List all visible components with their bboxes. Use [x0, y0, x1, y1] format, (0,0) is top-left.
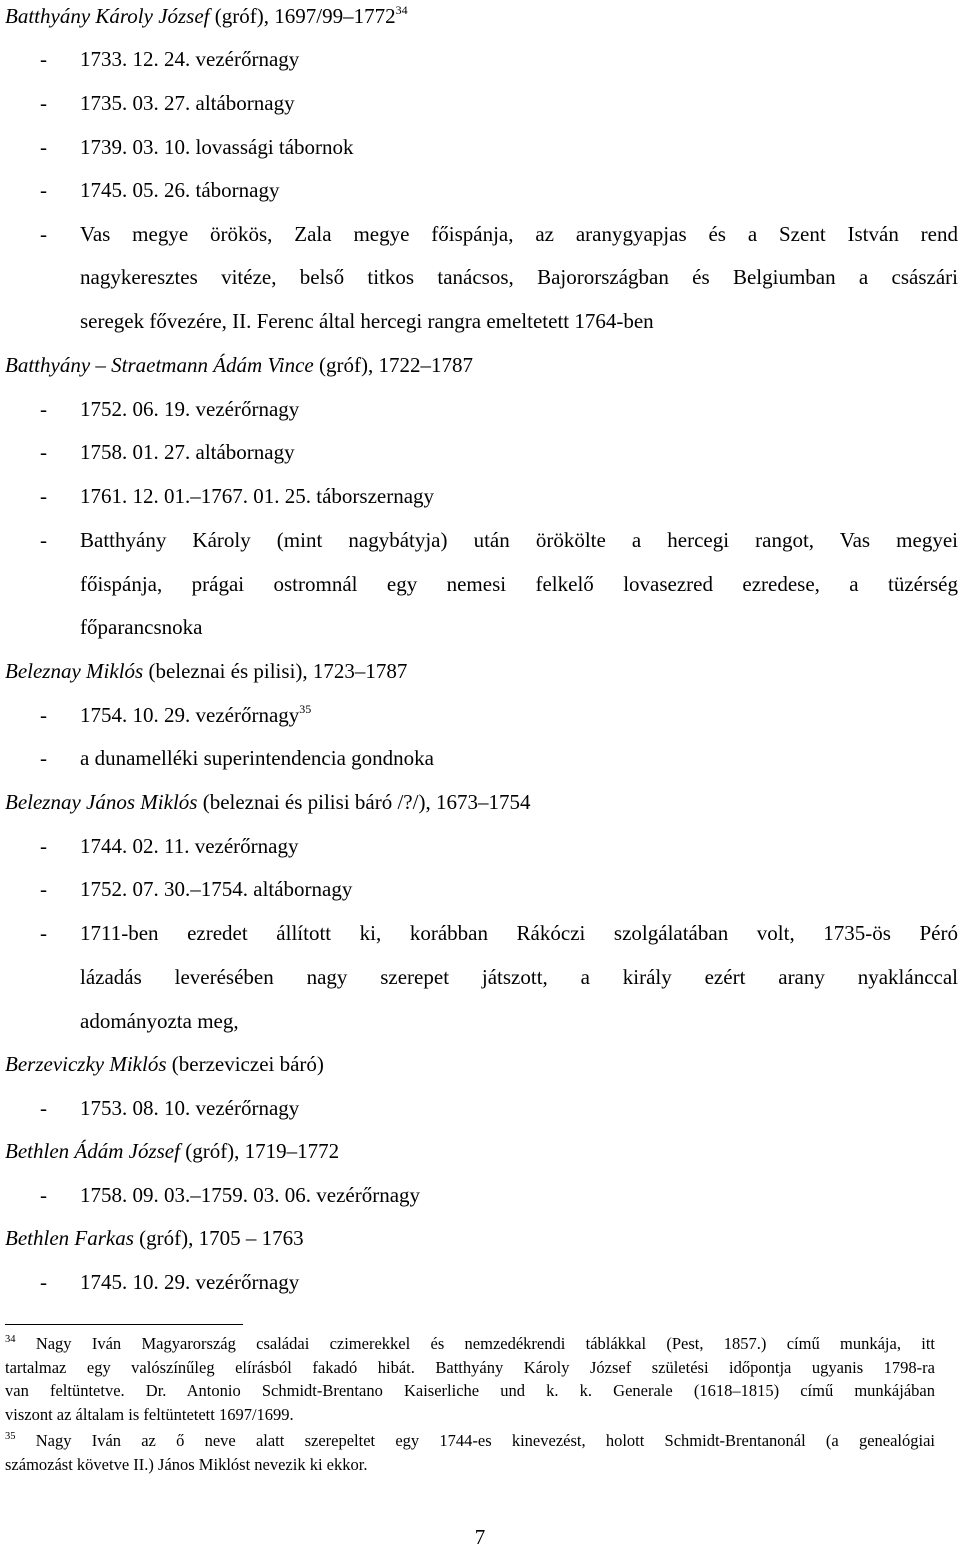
dash-bullet: -	[40, 397, 47, 421]
footnote-text: Nagy Iván az ő neve alatt szerepeltet egy 1744-es kinevezést, holott Schmidt-Brentanonál (a genealógiai	[35, 1431, 935, 1450]
biography-line: Vas megye örökös, Zala megye főispánja, az aranygyapjas és a Szent István rend	[80, 222, 958, 246]
dash-bullet: -	[40, 440, 47, 464]
rank-item: 1739. 03. 10. lovassági tábornok	[80, 135, 354, 159]
dash-bullet: -	[40, 921, 47, 945]
footnote-line: számozást követve II.) János Miklóst nevezik ki ekkor.	[5, 1455, 368, 1474]
rank-item	[80, 702, 311, 728]
person-details: (gróf), 1697/99–1772	[209, 4, 396, 28]
rank-item: 1758. 09. 03.–1759. 03. 06. vezérőrnagy	[80, 1183, 421, 1207]
entry-heading	[5, 3, 408, 29]
dash-bullet: -	[40, 91, 47, 115]
footnote-text: Nagy Iván Magyarország családai czimerekkel és nemzedékrendi táblákkal (Pest, 1857.) című munkája, itt	[35, 1334, 936, 1353]
entry-heading	[5, 789, 530, 815]
person-name: Batthyány Károly József	[5, 4, 210, 28]
footnote-line	[5, 1430, 935, 1452]
person-name: Beleznay János Miklós	[5, 790, 198, 814]
rank-item: 1735. 03. 27. altábornagy	[80, 91, 295, 115]
person-details: (gróf), 1719–1772	[179, 1139, 340, 1163]
rank-item: 1758. 01. 27. altábornagy	[80, 440, 295, 464]
person-name: Bethlen Farkas	[5, 1226, 134, 1250]
biography-line: főispánja, prágai ostromnál egy nemesi felkelő lovasezred ezredese, a tüzérség	[80, 572, 958, 596]
footnote-ref: 35	[299, 702, 312, 716]
rank-item: 1745. 05. 26. tábornagy	[80, 178, 280, 202]
person-details: (berzeviczei báró)	[166, 1052, 324, 1076]
biography-line: adományozta meg,	[80, 1009, 239, 1033]
dash-bullet: -	[40, 703, 47, 727]
footnote-line: viszont az általam is feltüntetett 1697/1699.	[5, 1405, 294, 1424]
rank-item: 1745. 10. 29. vezérőrnagy	[80, 1270, 300, 1294]
dash-bullet: -	[40, 746, 47, 770]
dash-bullet: -	[40, 528, 47, 552]
entry-heading	[5, 1051, 324, 1077]
rank-item: 1753. 08. 10. vezérőrnagy	[80, 1096, 300, 1120]
footnote-line: van feltüntetve. Dr. Antonio Schmidt-Brentano Kaiserliche und k. k. Generale (1618–1815) című munkájában	[5, 1381, 935, 1400]
footnote-line: tartalmaz egy valószínűleg elírásból fakadó hibát. Batthyány Károly József születési időpontja ugyanis 1798-ra	[5, 1358, 935, 1377]
footnote-separator	[5, 1324, 243, 1325]
dash-bullet: -	[40, 135, 47, 159]
person-details: (gróf), 1722–1787	[313, 353, 473, 377]
biography-line: seregek fővezére, II. Ferenc által hercegi rangra emeltetett 1764-ben	[80, 309, 654, 333]
footnote-line	[5, 1333, 935, 1355]
rank-item: 1752. 06. 19. vezérőrnagy	[80, 397, 300, 421]
dash-bullet: -	[40, 1270, 47, 1294]
dash-bullet: -	[40, 47, 47, 71]
footnote-number: 35	[5, 1431, 16, 1442]
rank-item: 1761. 12. 01.–1767. 01. 25. táborszernagy	[80, 484, 435, 508]
biography-line: Batthyány Károly (mint nagybátyja) után örökölte a hercegi rangot, Vas megyei	[80, 528, 958, 552]
dash-bullet: -	[40, 484, 47, 508]
entry-heading	[5, 658, 407, 684]
person-details: (beleznai és pilisi), 1723–1787	[143, 659, 408, 683]
biography-line: a dunamelléki superintendencia gondnoka	[80, 746, 434, 770]
biography-line: lázadás leverésében nagy szerepet játszott, a király ezért arany nyaklánccal	[80, 965, 958, 989]
footnote-ref: 34	[395, 3, 408, 17]
rank-item: 1733. 12. 24. vezérőrnagy	[80, 47, 300, 71]
rank-item-text: 1754. 10. 29. vezérőrnagy	[80, 703, 300, 727]
biography-line: főparancsnoka	[80, 615, 203, 639]
rank-item: 1744. 02. 11. vezérőrnagy	[80, 834, 299, 858]
footnote-number: 34	[5, 1334, 16, 1345]
person-name: Beleznay Miklós	[5, 659, 144, 683]
rank-item: 1752. 07. 30.–1754. altábornagy	[80, 877, 353, 901]
person-details: (gróf), 1705 – 1763	[133, 1226, 304, 1250]
dash-bullet: -	[40, 1096, 47, 1120]
person-name: Bethlen Ádám József	[5, 1139, 180, 1163]
dash-bullet: -	[40, 222, 47, 246]
entry-heading	[5, 1138, 339, 1164]
person-details: (beleznai és pilisi báró /?/), 1673–1754	[197, 790, 531, 814]
biography-line: 1711-ben ezredet állított ki, korábban Rákóczi szolgálatában volt, 1735-ös Péró	[80, 921, 958, 945]
dash-bullet: -	[40, 834, 47, 858]
page-number: 7	[474, 1525, 486, 1549]
person-name: Batthyány – Straetmann Ádám Vince	[5, 353, 314, 377]
biography-line: nagykeresztes vitéze, belső titkos tanácsos, Bajorországban és Belgiumban a császári	[80, 265, 958, 289]
dash-bullet: -	[40, 178, 47, 202]
entry-heading	[5, 352, 473, 378]
dash-bullet: -	[40, 877, 47, 901]
entry-heading	[5, 1225, 304, 1251]
dash-bullet: -	[40, 1183, 47, 1207]
person-name: Berzeviczky Miklós	[5, 1052, 167, 1076]
